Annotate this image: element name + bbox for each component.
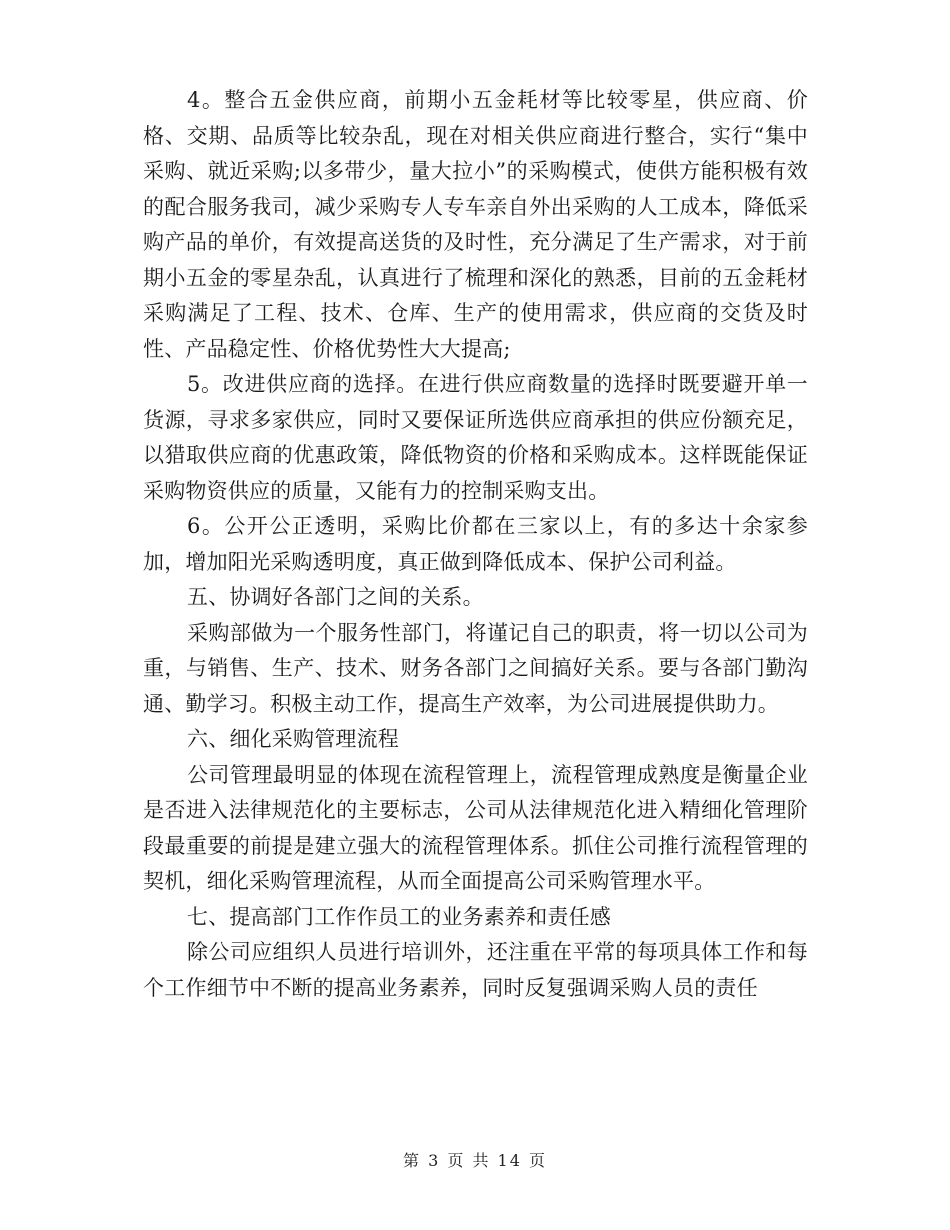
paragraph-open-transparent-procurement: 6。公开公正透明，采购比价都在三家以上，有的多达十余家参加，增加阳光采购透明度，真正做到降低成本、保护公司利益。 <box>143 514 808 574</box>
document-body <box>143 83 808 1006</box>
paragraph-service-department: 采购部做为一个服务性部门，将谨记自己的职责，将一切以公司为重，与销售、生产、技术、财务各部门之间搞好关系。要与各部门勤沟通、勤学习。积极主动工作，提高生产效率，为公司进展提供助力。 <box>143 620 808 716</box>
paragraph-integrate-hardware-suppliers: 4。整合五金供应商，前期小五金耗材等比较零星，供应商、价格、交期、品质等比较杂乱，现在对相关供应商进行整合，实行“集中采购、就近采购;以多带少，量大拉小”的采购模式，使供方能积极有效的配合服务我司，减少采购专人专车亲自外出采购的人工成本，降低采购产品的单价，有效提高送货的及时性，充分满足了生产需求，对于前期小五金的零星杂乱，认真进行了梳理和深化的熟悉，目前的五金耗材采购满足了工程、技术、仓库、生产的使用需求，供应商的交货及时性、产品稳定性、价格优势性大大提高; <box>143 88 808 361</box>
section-heading-refine-process: 六、细化采购管理流程 <box>187 727 399 751</box>
paragraph-process-management: 公司管理最明显的体现在流程管理上，流程管理成熟度是衡量企业是否进入法律规范化的主要标志，公司从法律规范化进入精细化管理阶段最重要的前提是建立强大的流程管理体系。抓住公司推行流程管理的契机，细化采购管理流程，从而全面提高公司采购管理水平。 <box>143 762 808 893</box>
section-heading-staff-quality: 七、提高部门工作作员工的业务素养和责任感 <box>187 904 611 929</box>
section-heading-coordinate-departments: 五、协调好各部门之间的关系。 <box>187 585 484 609</box>
paragraph-improve-supplier-selection: 5。改进供应商的选择。在进行供应商数量的选择时既要避开单一货源，寻求多家供应，同时又要保证所选供应商承担的供应份额充足，以猎取供应商的优惠政策，降低物资的价格和采购成本。这样既能保证采购物资供应的质量，又能有力的控制采购支出。 <box>143 372 808 503</box>
paragraph-staff-training: 除公司应组织人员进行培训外，还注重在平常的每项具体工作和每个工作细节中不断的提高业务素养，同时反复强调采购人员的责任 <box>143 940 808 1000</box>
page-number-footer: 第 3 页 共 14 页 <box>403 1151 547 1170</box>
